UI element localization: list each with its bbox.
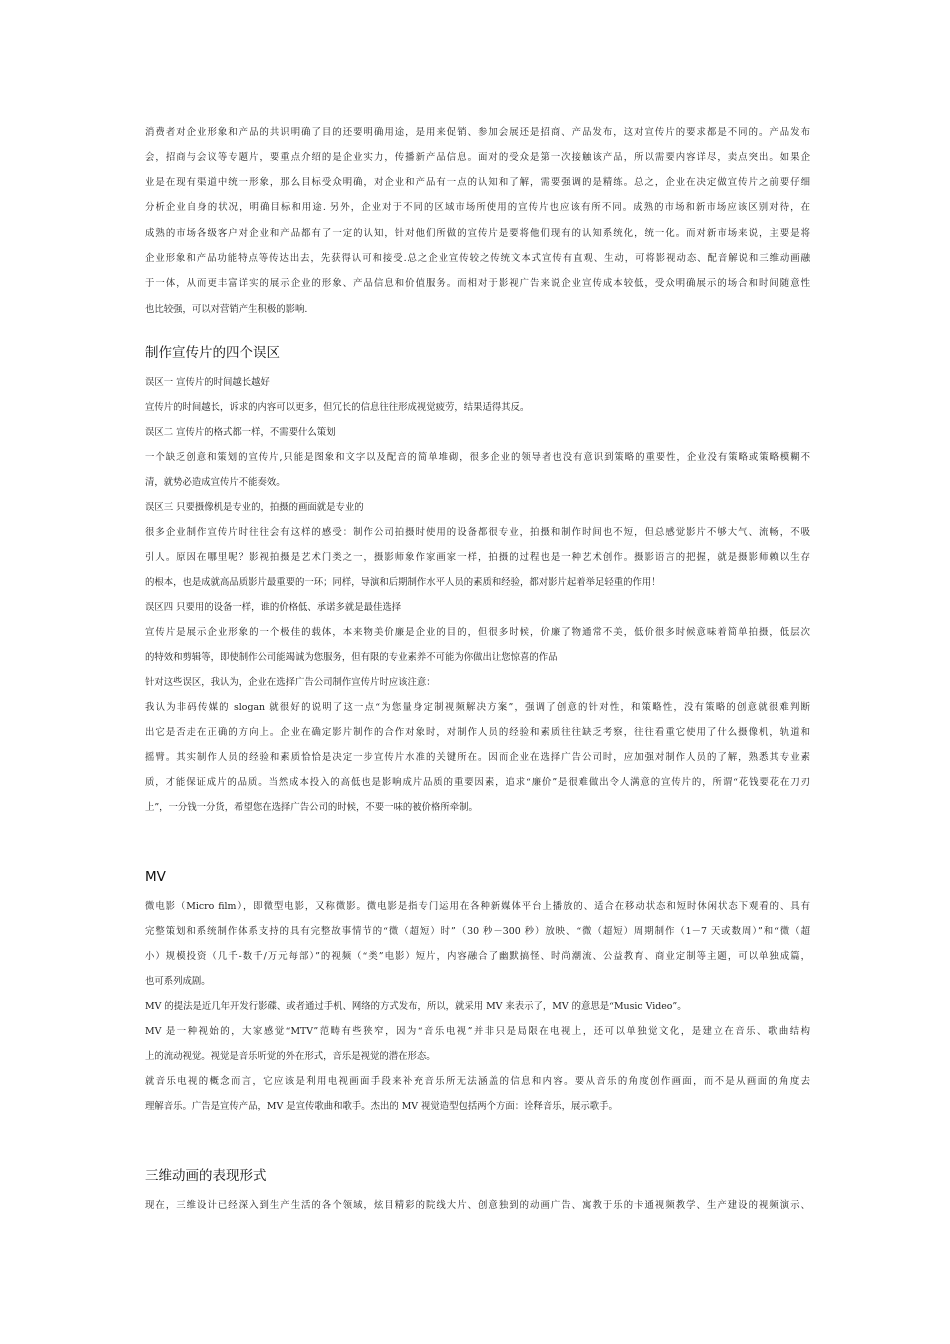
section-heading: 三维动画的表现形式 (145, 1168, 267, 1184)
paragraph-line: 于一体，从而更丰富详实的展示企业的形象、产品信息和价值服务。而相对于影视广告来说企业宣传成本较低，受众明确展示的场合和时间随意性 (145, 278, 810, 289)
paragraph-line: 误区二 宣传片的格式都一样，不需要什么策划 (145, 427, 336, 438)
paragraph-line: 业是在现有渠道中统一形象，那么目标受众明确，对企业和产品有一点的认知和了解，需要强调的是精练。总之，企业在决定做宣传片之前要仔细 (145, 177, 810, 188)
paragraph-line: 一个缺乏创意和策划的宣传片,只能是图象和文字以及配音的简单堆砌，很多企业的领导者也没有意识到策略的重要性，企业没有策略或策略模糊不 (145, 452, 810, 463)
paragraph-line: 引人。原因在哪里呢？影视拍摄是艺术门类之一，摄影师象作家画家一样，拍摄的过程也是一种艺术创作。摄影语言的把握，就是摄影师赖以生存 (145, 552, 810, 563)
paragraph-line: 宣传片是展示企业形象的一个极佳的载体，本来物美价廉是企业的目的，但很多时候，价廉了物通常不美，低价很多时候意味着简单拍摄，低层次 (145, 627, 810, 638)
paragraph-line: 理解音乐。广告是宣传产品，MV 是宣传歌曲和歌手。杰出的 MV 视觉造型包括两个方面：诠释音乐，展示歌手。 (145, 1101, 618, 1112)
paragraph-line: 清，就势必造成宣传片不能奏效。 (145, 477, 286, 488)
paragraph-line: 就音乐电视的概念而言，它应该是利用电视画面手段来补充音乐所无法涵盖的信息和内容。要从音乐的角度创作画面，而不是从画面的角度去 (145, 1076, 810, 1087)
paragraph-line: 完整策划和系统制作体系支持的具有完整故事情节的“微（超短）时”（30 秒－300 秒）放映、“微（超短）周期制作（1－7 天或数周）”和“微（超 (145, 926, 810, 937)
paragraph-line: 也可系列成剧。 (145, 976, 211, 987)
paragraph-line: 分析企业自身的状况，明确目标和用途. 另外，企业对于不同的区域市场所使用的宣传片也应该有所不同。成熟的市场和新市场应该区别对待，在 (145, 202, 810, 213)
paragraph-line: 也比较强，可以对营销产生积极的影响. (145, 304, 308, 315)
paragraph-line: 误区一 宣传片的时间越长越好 (145, 377, 270, 388)
paragraph-line: 很多企业制作宣传片时往往会有这样的感受：制作公司拍摄时使用的设备都很专业，拍摄和制作时间也不短，但总感觉影片不够大气、流畅，不吸 (145, 527, 810, 538)
paragraph-line: 企业形象和产品功能特点等传达出去，先获得认可和接受.总之企业宣传较之传统文本式宣传有直观、生动，可将影视动态、配音解说和三维动画融 (145, 253, 810, 264)
paragraph-line: 的特效和剪辑等，即使制作公司能竭诚为您服务，但有限的专业素养不可能为你做出让您惊喜的作品 (145, 652, 558, 663)
paragraph-line: 会，招商与会议等专题片，要重点介绍的是企业实力，传播新产品信息。面对的受众是第一次接触该产品，所以需要内容详尽，卖点突出。如果企 (145, 152, 810, 163)
paragraph-line: 成熟的市场各级客户对企业和产品都有了一定的认知，针对他们所做的宣传片是要将他们现有的认知系统化，统一化。而对新市场来说，主要是将 (145, 228, 810, 239)
paragraph-line: MV 的提法是近几年开发行影碟、或者通过手机、网络的方式发布，所以，就采用 MV 来表示了，MV 的意思是“Music Video”。 (145, 1001, 687, 1012)
paragraph-line: 的根本，也是成就高品质影片最重要的一环；同样，导演和后期制作水平人员的素质和经验，都对影片起着举足轻重的作用！ (145, 577, 661, 588)
paragraph-line: 微电影（Micro film），即微型电影，又称微影。微电影是指专门运用在各种新媒体平台上播放的、适合在移动状态和短时休闲状态下观看的、具有 (145, 901, 810, 912)
section-heading: 制作宣传片的四个误区 (145, 345, 280, 361)
paragraph-line: 质，才能保证成片的品质。当然成本投入的高低也是影响成片品质的重要因素，追求“廉价”是很难做出令人满意的宣传片的，所谓“花钱要花在刀刃 (145, 777, 810, 788)
paragraph-line: 宣传片的时间越长，诉求的内容可以更多，但冗长的信息往往形成视觉疲劳，结果适得其反。 (145, 402, 530, 413)
paragraph-line: 出它是否走在正确的方向上。企业在确定影片制作的合作对象时，对制作人员的经验和素质往往缺乏考察，往往看重它使用了什么摄像机，轨道和 (145, 727, 810, 738)
paragraph-line: 误区三 只要摄像机是专业的，拍摄的画面就是专业的 (145, 502, 364, 513)
paragraph-line: MV 是一种视始的，大家感觉“MTV”范畴有些狭窄，因为“音乐电视”并非只是局限在电视上，还可以单独觉文化，是建立在音乐、歌曲结构 (145, 1026, 810, 1037)
paragraph-line: 现在，三维设计已经深入到生产生活的各个领域，炫目精彩的院线大片、创意独到的动画广告、寓教于乐的卡通视频教学、生产建设的视频演示、 (145, 1200, 810, 1211)
paragraph-line: 上”，一分钱一分货，希望您在选择广告公司的时候，不要一味的被价格所牵制。 (145, 802, 478, 813)
paragraph-line: 小）规模投资（几千-数千/万元每部）”的视频（“类”电影）短片，内容融合了幽默搞怪、时尚潮流、公益教育、商业定制等主题，可以单独成篇， (145, 951, 810, 962)
section-heading: MV (145, 869, 166, 885)
paragraph-line: 摇臂。其实制作人员的经验和素质恰恰是决定一步宣传片水准的关键所在。因而企业在选择广告公司时，应加强对制作人员的了解，熟悉其专业素 (145, 752, 810, 763)
paragraph-line: 针对这些误区，我认为，企业在选择广告公司制作宣传片时应该注意： (145, 677, 436, 688)
paragraph-line: 误区四 只要用的设备一样，谁的价格低、承诺多就是最佳选择 (145, 602, 402, 613)
paragraph-line: 我认为非码传媒的 slogan 就很好的说明了这一点“为您量身定制视频解决方案”，强调了创意的针对性，和策略性，没有策略的创意就很难判断 (145, 702, 810, 713)
paragraph-line: 上的流动视觉。视觉是音乐听觉的外在形式，音乐是视觉的潜在形态。 (145, 1051, 436, 1062)
paragraph-line: 消费者对企业形象和产品的共识明确了目的还要明确用途，是用来促销、参加会展还是招商、产品发布，这对宣传片的要求都是不同的。产品发布 (145, 127, 810, 138)
